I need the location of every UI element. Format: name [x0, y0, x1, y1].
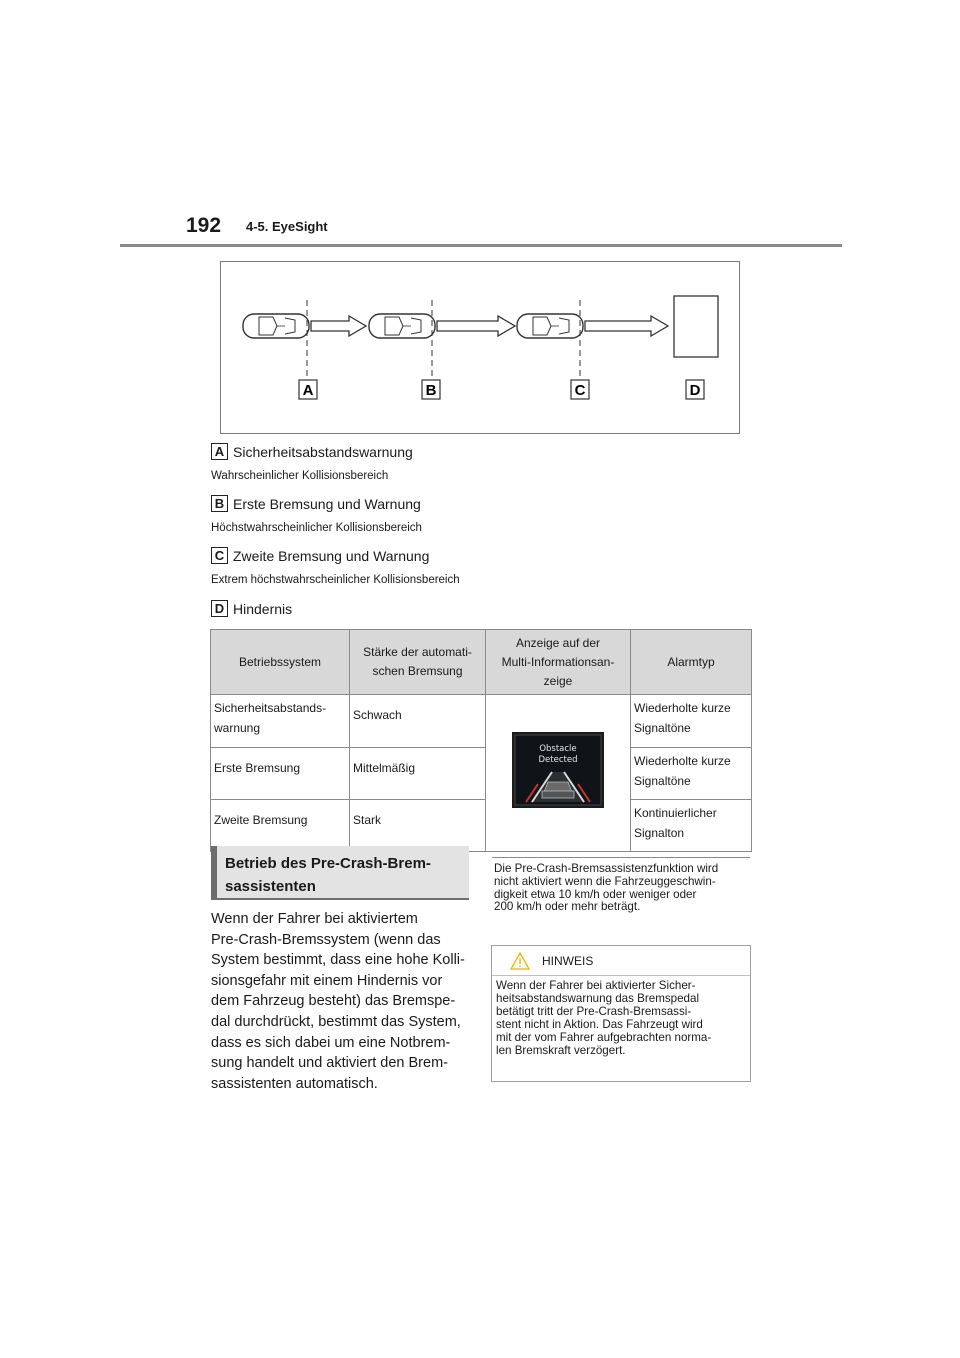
car-1-icon: [243, 314, 309, 338]
svg-text:B: B: [425, 382, 437, 399]
table-row: [211, 695, 752, 748]
car-3-icon: [517, 314, 583, 338]
svg-text:A: A: [302, 382, 314, 399]
diagram-svg: [221, 262, 739, 433]
cell-system: Erste Bremsung: [211, 748, 350, 800]
hinweis-label: HINWEIS: [542, 954, 594, 968]
cell-alarm: Wiederholte kurze Signaltöne: [631, 748, 752, 800]
table-row: [211, 800, 752, 852]
cell-system: Sicherheitsabstands- warnung: [211, 695, 350, 748]
legend-title: Erste Bremsung und Warnung: [233, 495, 421, 512]
collision-zones-diagram: [220, 261, 740, 434]
legend-description: Höchstwahrscheinlicher Kollisionsbereich: [211, 522, 422, 534]
table-header-row: [211, 630, 752, 695]
legend-title: Hindernis: [233, 600, 293, 617]
braking-stages-table: [210, 629, 752, 852]
arrow-1-icon: [311, 316, 366, 336]
note-text: Die Pre-Crash-Bremsassistenzfunktion wird nicht aktiviert wenn die Fahrzeuggeschwin- digkeit etwa 10 km/h oder weniger oder 200 km/h oder mehr beträgt.: [494, 862, 719, 914]
diagram-label-d: [686, 380, 704, 399]
note-divider: [492, 857, 750, 858]
svg-text:D: D: [689, 382, 701, 399]
section-body-text: Wenn der Fahrer bei aktiviertem Pre-Crash-Bremssystem (wenn das System bestimmt, dass eine hohe Kolli- sionsgefahr mit einem Hindernis vor dem Fahrzeug besteht) das Bremspe- dal durchdrückt, bestimmt das System, dass es sich dabei um eine Notbrem- sung handelt und aktiviert den Brem- sassistenten automatisch.: [211, 911, 465, 1092]
cell-alarm: Kontinuierlicher Signalton: [631, 800, 752, 852]
diagram-label-b: [422, 380, 440, 399]
legend-badge: D: [211, 600, 228, 617]
arrow-3-icon: [585, 316, 668, 336]
section-heading: Betrieb des Pre-Crash-Brem- sassistenten: [225, 855, 431, 895]
table-row: [211, 748, 752, 800]
legend-item-b: [211, 495, 421, 513]
column-header: Anzeige auf der Multi-Informationsan- zeige: [486, 630, 631, 695]
cell-alarm: Wiederholte kurze Signaltöne: [631, 695, 752, 748]
legend-badge: C: [211, 547, 228, 564]
screen-text-line2: Detected: [538, 755, 578, 765]
legend-item-a: [211, 443, 413, 461]
arrow-2-icon: [437, 316, 515, 336]
cell-strength: Stark: [350, 800, 486, 852]
hinweis-text: Wenn der Fahrer bei aktivierter Sicher- heitsabstandswarnung das Bremspedal betätigt tritt der Pre-Crash-Bremsassi- stent nicht in Aktion. Das Fahrzeugt wird mit der vom Fahrer aufgebrachten norma- len Bremskraft verzögert.: [496, 979, 712, 1057]
screen-text-line1: Obstacle: [539, 744, 577, 754]
cell-system: Zweite Bremsung: [211, 800, 350, 852]
column-header: Stärke der automati- schen Bremsung: [350, 630, 486, 695]
legend-item-d: [211, 600, 292, 618]
legend-item-c: [211, 547, 429, 565]
diagram-label-a: [299, 380, 317, 399]
hinweis-header: [492, 946, 750, 976]
warning-triangle-icon: [510, 952, 530, 970]
hinweis-box: [491, 945, 751, 1082]
cell-strength: Mittelmäßig: [350, 748, 486, 800]
car-2-icon: [369, 314, 435, 338]
column-header: Alarmtyp: [631, 630, 752, 695]
legend-badge: B: [211, 495, 228, 512]
legend-badge: A: [211, 443, 228, 460]
diagram-label-c: [571, 380, 589, 399]
legend-description: Extrem höchstwahrscheinlicher Kollisionsbereich: [211, 574, 460, 586]
legend-title: Zweite Bremsung und Warnung: [233, 547, 430, 564]
cell-strength: Schwach: [350, 695, 486, 748]
section-heading-box: [211, 846, 469, 900]
section-title: 4-5. EyeSight: [246, 219, 328, 234]
obstacle-detected-screen: [512, 732, 604, 808]
page-number: 192: [186, 214, 222, 237]
obstacle-block: [674, 296, 718, 357]
svg-text:C: C: [574, 382, 586, 399]
legend-description: Wahrscheinlicher Kollisionsbereich: [211, 470, 389, 482]
header-divider: [120, 244, 842, 247]
legend-title: Sicherheitsabstandswarnung: [233, 443, 413, 460]
column-header: Betriebssystem: [211, 630, 350, 695]
cell-display: [486, 695, 631, 852]
